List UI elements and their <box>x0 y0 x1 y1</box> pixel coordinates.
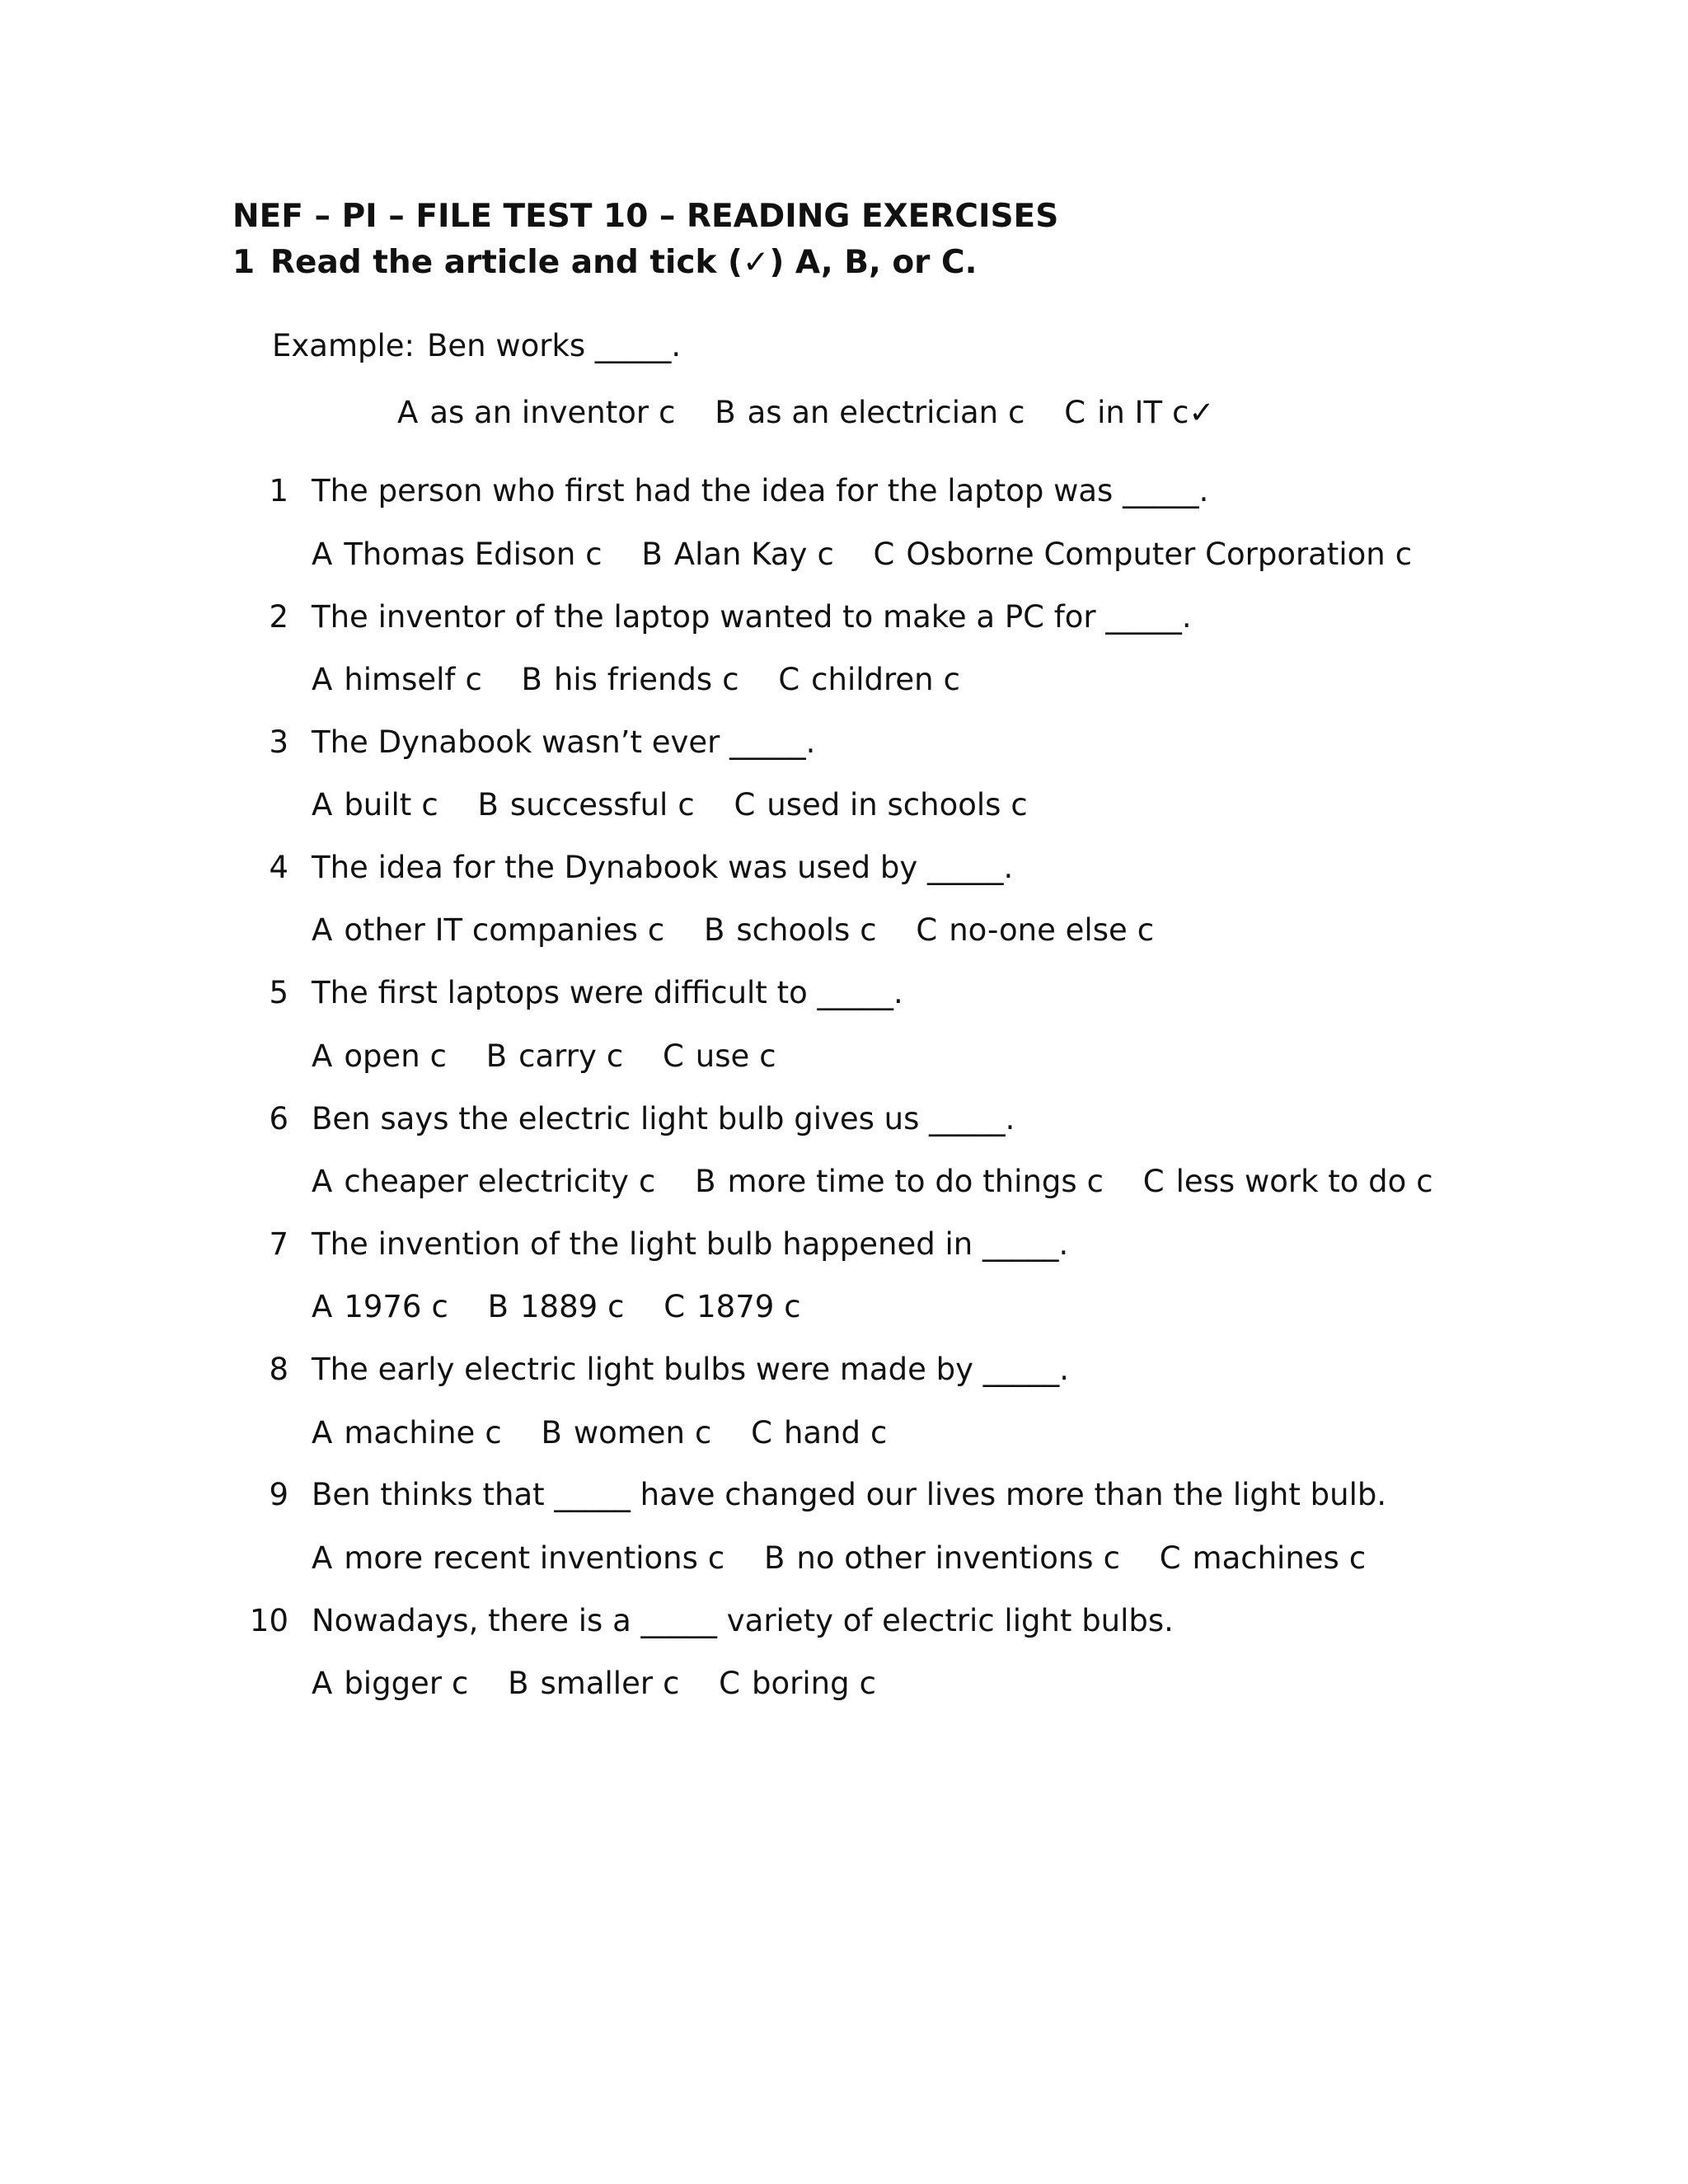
question-stem: The first laptops were difficult to _____. <box>312 975 903 1010</box>
checkbox-icon[interactable]: c <box>659 395 676 430</box>
checkbox-icon[interactable]: c <box>1348 1540 1367 1576</box>
checkbox-icon[interactable]: c <box>585 537 603 572</box>
checkbox-icon[interactable]: c <box>421 787 438 823</box>
checkbox-icon[interactable]: c <box>784 1289 801 1324</box>
checkbox-icon[interactable]: c <box>606 1038 624 1074</box>
option-a[interactable]: A other IT companies c <box>312 912 665 948</box>
question-stem: The Dynabook wasn’t ever _____. <box>312 724 816 760</box>
checkbox-icon[interactable]: c <box>1137 912 1155 948</box>
question-number: 1 <box>269 473 288 509</box>
question-number: 5 <box>269 975 288 1010</box>
option-c[interactable]: C no-one else c <box>916 912 1155 948</box>
question-number: 9 <box>269 1477 288 1512</box>
example-options <box>397 395 1214 431</box>
checkbox-icon[interactable]: c <box>485 1415 502 1451</box>
question-options <box>312 537 1412 573</box>
option-a[interactable]: A open c <box>312 1038 447 1074</box>
checkbox-icon[interactable]: c <box>759 1038 776 1074</box>
question-options <box>312 662 960 698</box>
checkbox-icon[interactable]: c <box>1086 1164 1104 1199</box>
example-option-c[interactable]: C in IT c✓ <box>1064 395 1215 430</box>
option-a[interactable]: A himself c <box>312 662 482 697</box>
option-c[interactable]: C use c <box>662 1038 776 1074</box>
checkbox-icon[interactable]: c <box>452 1666 469 1701</box>
checkbox-icon[interactable]: c <box>607 1289 625 1324</box>
page-title: NEF – PI – FILE TEST 10 – READING EXERCISES <box>232 198 1059 235</box>
option-a[interactable]: A machine c <box>312 1415 502 1451</box>
option-b[interactable]: B smaller c <box>508 1666 680 1701</box>
option-c[interactable]: C less work to do c <box>1142 1164 1433 1199</box>
option-b[interactable]: B his friends c <box>521 662 739 697</box>
checkbox-icon[interactable]: c <box>431 1289 448 1324</box>
question-options <box>312 1289 801 1325</box>
checkbox-icon[interactable]: c <box>1416 1164 1433 1199</box>
example-stem-line <box>272 328 681 364</box>
checkbox-icon[interactable]: c <box>678 787 695 823</box>
question-stem: The idea for the Dynabook was used by _____. <box>312 850 1014 885</box>
question-stem: The early electric light bulbs were made by _____. <box>312 1352 1070 1387</box>
question-stem: Ben says the electric light bulb gives us _____. <box>312 1101 1015 1137</box>
instruction <box>232 244 977 281</box>
question-options <box>312 787 1028 823</box>
question-number: 8 <box>269 1352 288 1387</box>
option-c[interactable]: C children c <box>778 662 960 697</box>
option-a[interactable]: A more recent inventions c <box>312 1540 725 1576</box>
option-b[interactable]: B 1889 c <box>487 1289 625 1324</box>
checkbox-icon[interactable]: c <box>817 537 834 572</box>
checkbox-icon[interactable]: c <box>663 1666 680 1701</box>
option-b[interactable]: B Alan Kay c <box>641 537 834 572</box>
instruction-text: Read the article and tick (✓) A, B, or C. <box>270 244 978 281</box>
option-b[interactable]: B no other inventions c <box>764 1540 1120 1576</box>
checked-checkbox-icon[interactable]: c✓ <box>1172 395 1215 430</box>
question-stem: The invention of the light bulb happened in _____. <box>312 1226 1069 1262</box>
option-a[interactable]: A bigger c <box>312 1666 469 1701</box>
question-options <box>312 1038 776 1075</box>
checkbox-icon[interactable]: c <box>1008 395 1025 430</box>
question-number: 7 <box>269 1226 288 1262</box>
question-options <box>312 1415 887 1451</box>
example-option-b[interactable]: B as an electrician c <box>715 395 1025 430</box>
option-c[interactable]: C hand c <box>751 1415 888 1451</box>
option-b[interactable]: B schools c <box>703 912 877 948</box>
question-options <box>312 1540 1366 1577</box>
option-b[interactable]: B women c <box>541 1415 712 1451</box>
option-c[interactable]: C machines c <box>1159 1540 1367 1576</box>
checkbox-icon[interactable]: c <box>1103 1540 1120 1576</box>
checkbox-icon[interactable]: c <box>647 912 665 948</box>
checkbox-icon[interactable]: c <box>1395 537 1413 572</box>
question-number: 4 <box>269 850 288 885</box>
question-number: 6 <box>269 1101 288 1137</box>
question-number: 10 <box>249 1603 288 1638</box>
option-a[interactable]: A cheaper electricity c <box>312 1164 656 1199</box>
instruction-number: 1 <box>232 244 256 281</box>
question-stem: Ben thinks that _____ have changed our lives more than the light bulb. <box>312 1477 1387 1512</box>
option-a[interactable]: A built c <box>312 787 438 823</box>
checkbox-icon[interactable]: c <box>859 1666 876 1701</box>
question-number: 3 <box>269 724 288 760</box>
option-c[interactable]: C used in schools c <box>734 787 1028 823</box>
checkbox-icon[interactable]: c <box>860 912 877 948</box>
checkbox-icon[interactable]: c <box>1010 787 1028 823</box>
option-a[interactable]: A 1976 c <box>312 1289 448 1324</box>
option-c[interactable]: C 1879 c <box>663 1289 801 1324</box>
option-a[interactable]: A Thomas Edison c <box>312 537 603 572</box>
checkbox-icon[interactable]: c <box>707 1540 725 1576</box>
checkbox-icon[interactable]: c <box>722 662 739 697</box>
option-b[interactable]: B successful c <box>477 787 695 823</box>
question-stem: The person who first had the idea for the laptop was _____. <box>312 473 1209 509</box>
question-options <box>312 1666 876 1702</box>
option-b[interactable]: B more time to do things c <box>695 1164 1104 1199</box>
example-option-a[interactable]: A as an inventor c <box>397 395 676 430</box>
checkbox-icon[interactable]: c <box>465 662 482 697</box>
checkbox-icon[interactable]: c <box>638 1164 656 1199</box>
question-stem: The inventor of the laptop wanted to make a PC for _____. <box>312 599 1192 635</box>
option-c[interactable]: C Osborne Computer Corporation c <box>873 537 1413 572</box>
option-b[interactable]: B carry c <box>485 1038 624 1074</box>
checkbox-icon[interactable]: c <box>694 1415 712 1451</box>
checkbox-icon[interactable]: c <box>429 1038 447 1074</box>
question-options <box>312 912 1154 949</box>
question-stem: Nowadays, there is a _____ variety of electric light bulbs. <box>312 1603 1174 1638</box>
checkbox-icon[interactable]: c <box>943 662 960 697</box>
checkbox-icon[interactable]: c <box>870 1415 888 1451</box>
example-stem: Ben works _____. <box>427 328 682 363</box>
question-options <box>312 1164 1433 1200</box>
option-c[interactable]: C boring c <box>719 1666 876 1701</box>
example-label: Example: <box>272 328 415 363</box>
question-number: 2 <box>269 599 288 635</box>
